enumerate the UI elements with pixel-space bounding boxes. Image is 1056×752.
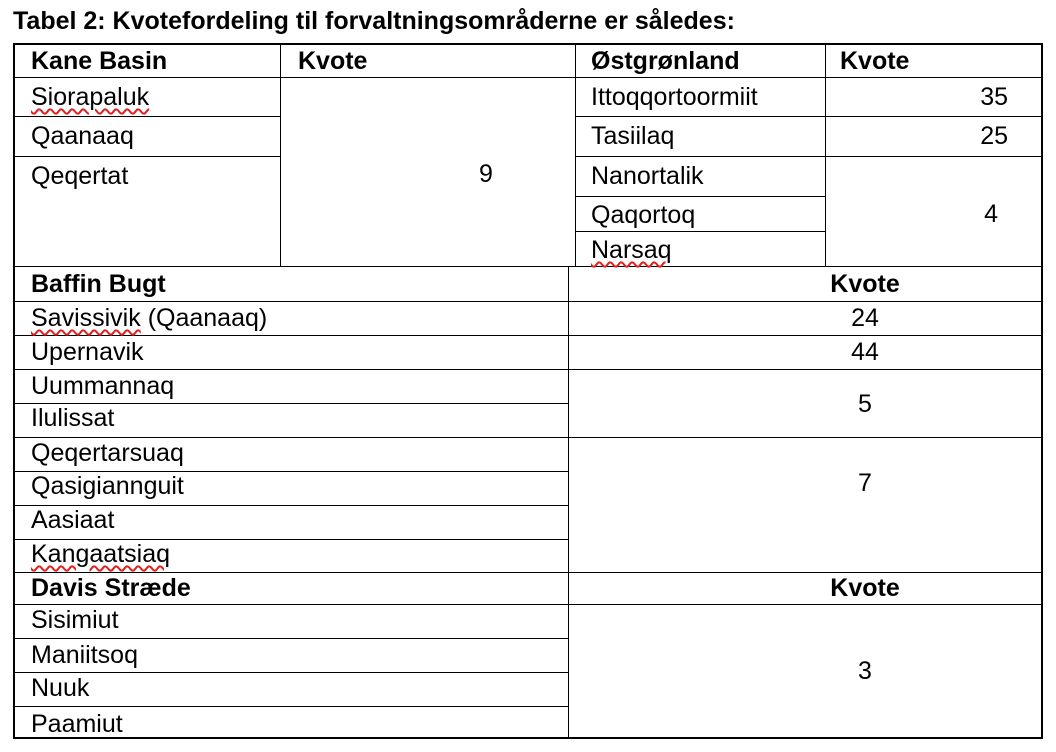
place-qaanaaq: Qaanaaq (31, 122, 134, 150)
place-siorapaluk: Siorapaluk (31, 83, 150, 111)
quota-ittoqqortoormiit: 35 (980, 83, 1008, 111)
ostgronland-quota-header: Kvote (840, 47, 910, 75)
divider-h (13, 638, 569, 639)
place-ilulissat: Ilulissat (31, 404, 115, 432)
quota-uummannaq-ilulissat: 5 (858, 390, 872, 418)
baffin-bugt-quota-header: Kvote (830, 270, 900, 298)
place-savissivik-name: Savissivik (31, 304, 141, 332)
davis-straede-quota-header: Kvote (830, 574, 900, 602)
place-qeqertarsuaq: Qeqertarsuaq (31, 439, 184, 467)
place-qasigiannguit: Qasigiannguit (31, 472, 184, 500)
divider-h (13, 335, 1043, 336)
divider-h (13, 369, 1043, 370)
quota-south-east: 4 (984, 200, 998, 228)
divider-h (13, 77, 1043, 78)
divider-h (13, 604, 1043, 605)
place-paamiut: Paamiut (31, 710, 123, 738)
place-ittoqqortoormiit: Ittoqqortoormiit (591, 83, 758, 111)
divider-h (575, 196, 826, 197)
divider-h (13, 301, 1043, 302)
divider-h (13, 672, 569, 673)
divider-h (575, 231, 826, 232)
kane-basin-quota-header: Kvote (298, 47, 368, 75)
table-caption: Tabel 2: Kvotefordeling til forvaltningsområderne er således: (13, 7, 735, 35)
place-savissivik-note: (Qaanaaq) (147, 304, 268, 332)
baffin-bugt-header: Baffin Bugt (31, 270, 166, 298)
place-nuuk: Nuuk (31, 674, 90, 702)
place-maniitsoq: Maniitsoq (31, 641, 138, 669)
place-aasiaat: Aasiaat (31, 506, 115, 534)
place-uummannaq: Uummannaq (31, 372, 175, 400)
table-border-left (13, 43, 15, 739)
place-qaqortoq: Qaqortoq (591, 201, 696, 229)
davis-straede-quota: 3 (858, 657, 872, 685)
divider-h (13, 706, 569, 707)
divider-h (13, 116, 281, 117)
place-narsaq: Narsaq (591, 236, 672, 264)
quota-savissivik: 24 (851, 304, 879, 332)
davis-straede-header: Davis Stræde (31, 574, 191, 602)
place-kangaatsiaq: Kangaatsiaq (31, 540, 171, 568)
ostgronland-header: Østgrønland (591, 47, 740, 75)
kane-basin-header: Kane Basin (31, 47, 168, 75)
divider-h (13, 266, 1043, 267)
quota-disko-bay: 7 (858, 469, 872, 497)
divider-h (13, 156, 281, 157)
table-border-bottom (13, 737, 1043, 739)
place-savissivik (31, 303, 267, 333)
place-upernavik: Upernavik (31, 338, 144, 366)
quota-upernavik: 44 (851, 338, 879, 366)
divider-h (575, 156, 1043, 157)
divider-h (575, 116, 1043, 117)
place-sisimiut: Sisimiut (31, 606, 119, 634)
place-nanortalik: Nanortalik (591, 162, 704, 190)
place-tasiilaq: Tasiilaq (591, 122, 675, 150)
place-qeqertat: Qeqertat (31, 162, 129, 190)
kane-basin-quota: 9 (479, 160, 493, 188)
table-border-top (13, 43, 1043, 45)
quota-tasiilaq: 25 (980, 122, 1008, 150)
